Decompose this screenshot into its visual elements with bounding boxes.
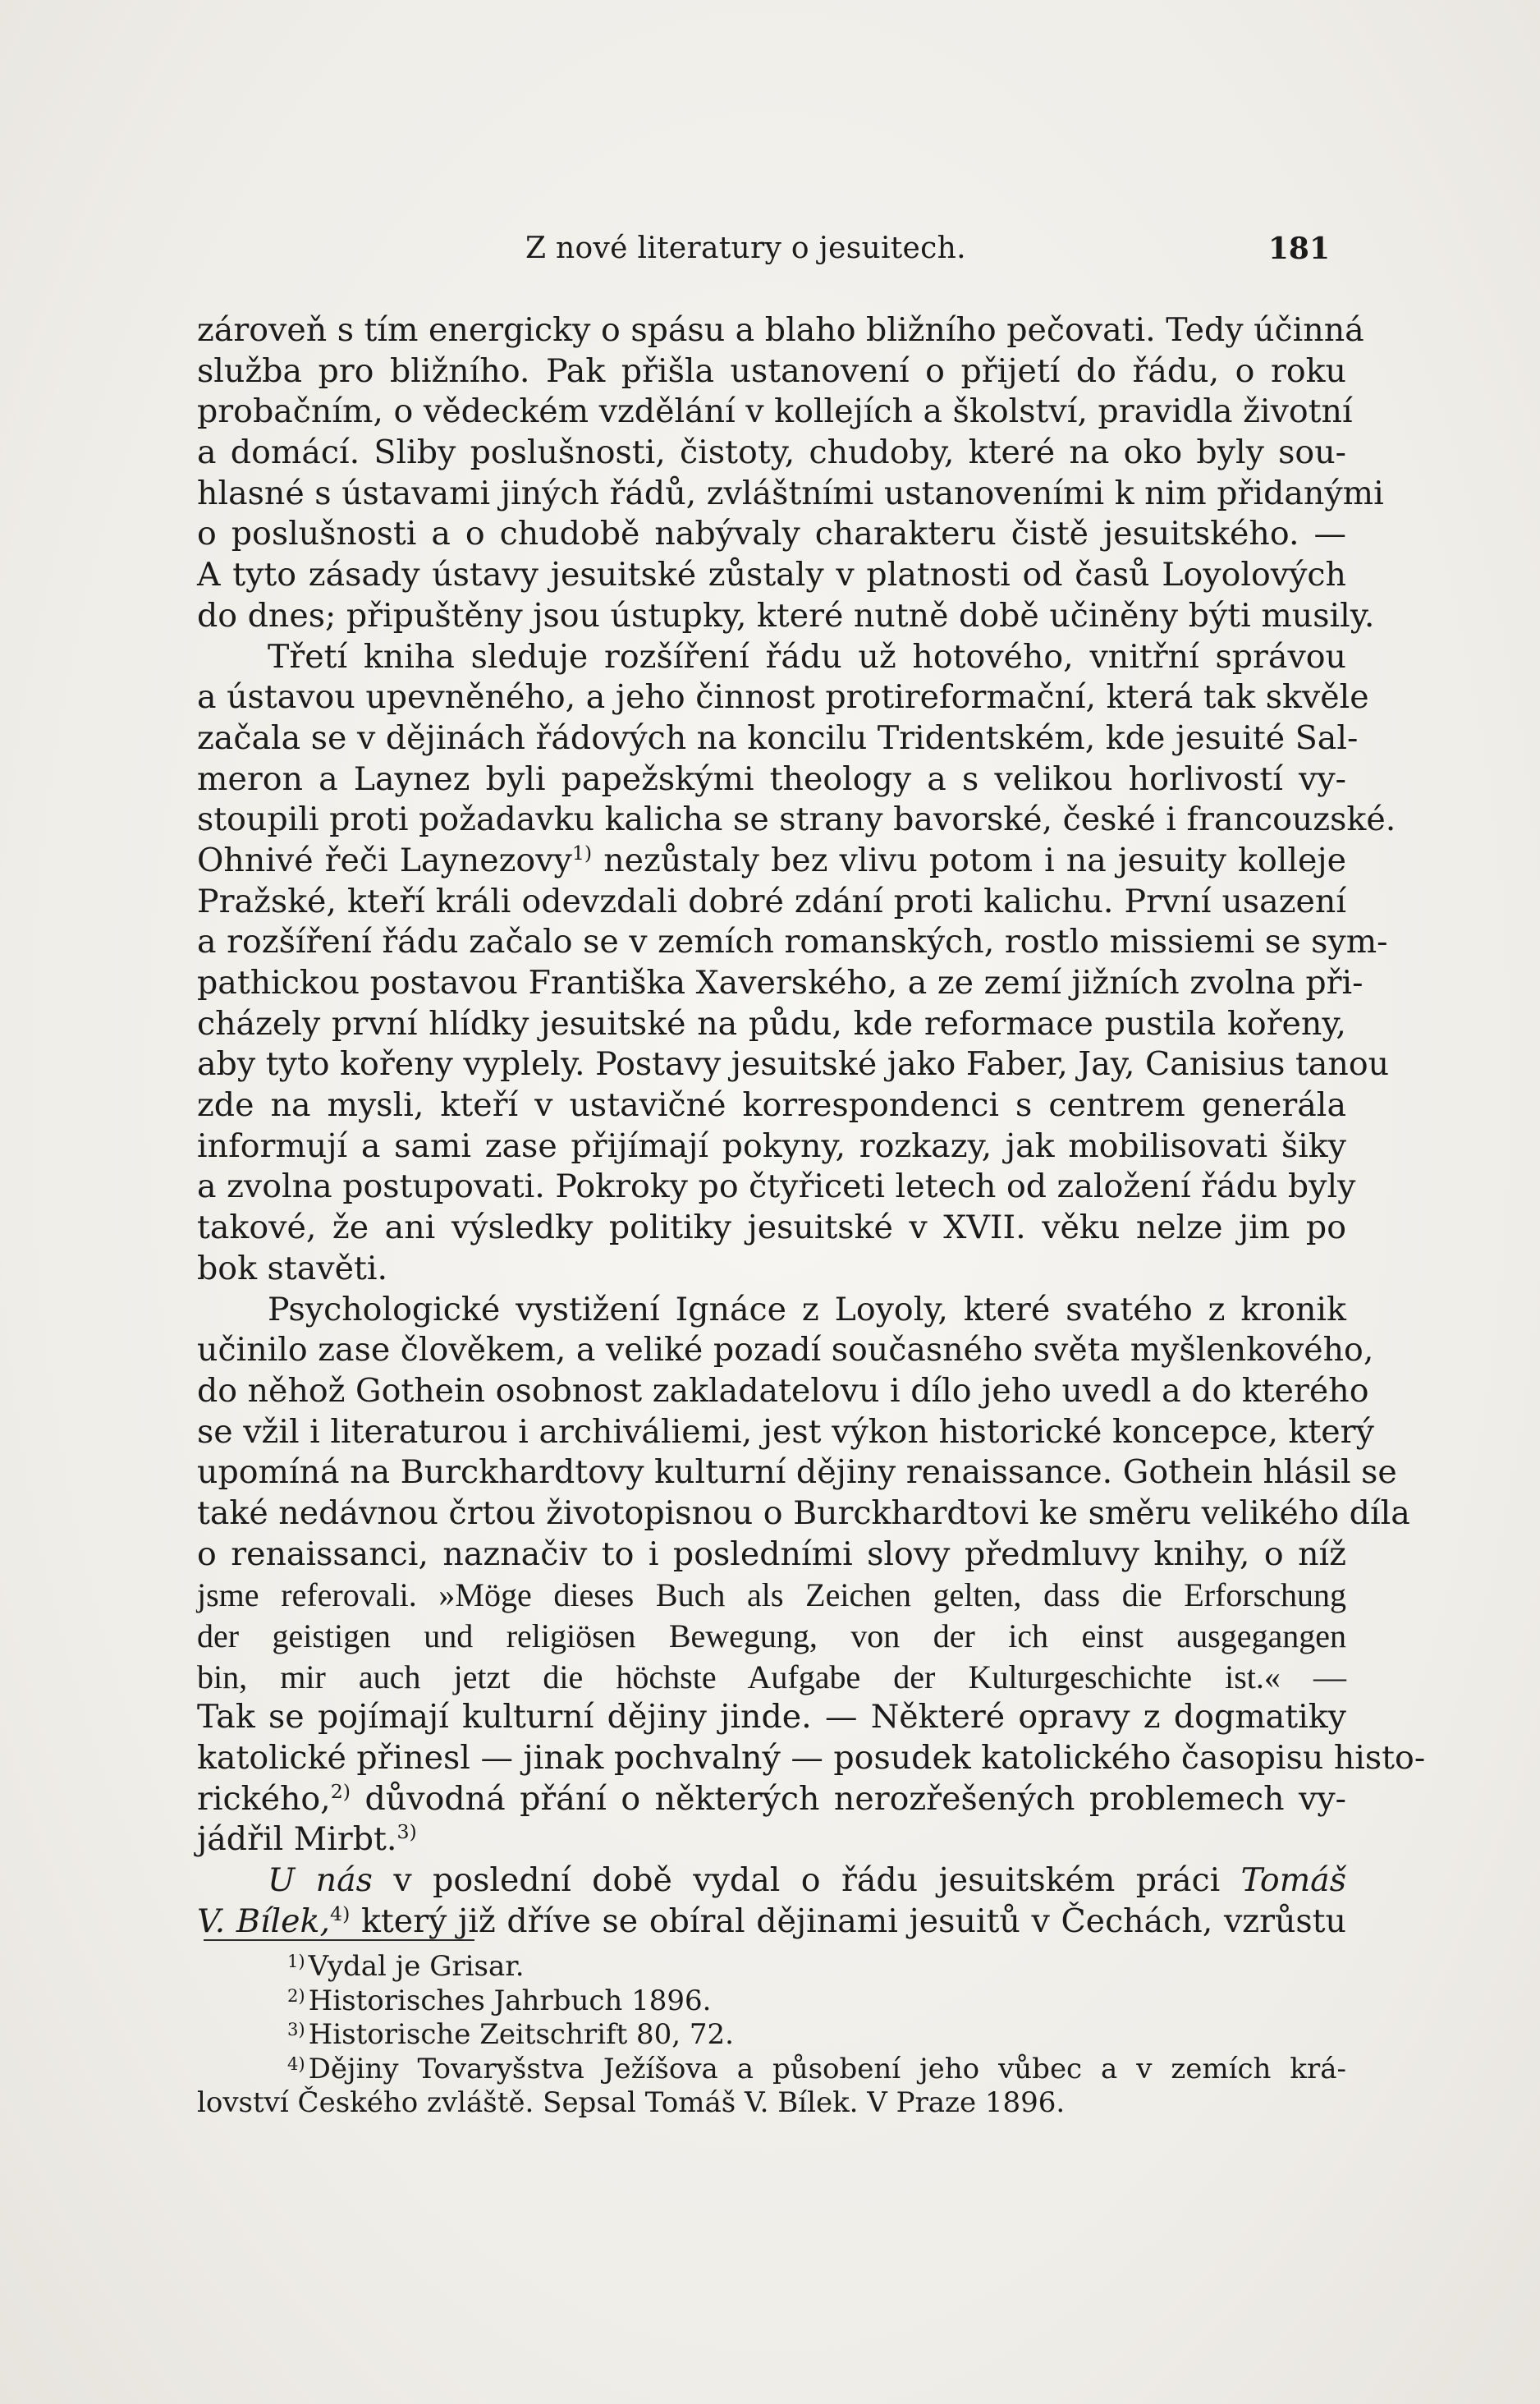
text-fragment: U nás: [268, 1861, 373, 1900]
text-fragment: V. Bílek,: [197, 1902, 330, 1940]
text-fragment: který již dříve se obíral dějinami jesuitů v Čechách, vzrůstu: [350, 1902, 1346, 1940]
text-line: der geistigen und religiösen Bewegung, von der ich einst ausgegangen: [197, 1617, 1346, 1654]
text-line: o renaissanci, naznačiv to i posledními slovy předmluvy knihy, o níž: [197, 1535, 1346, 1573]
footnote-mark: 4): [287, 2053, 305, 2074]
text-line: do něhož Gothein osobnost zakladatelovu i dílo jeho uvedl a do kterého: [197, 1371, 1369, 1410]
footnote-2: [197, 1984, 1346, 2019]
footnote-ref-1: 1): [571, 841, 593, 865]
footnote-mark: 1): [287, 1951, 305, 1971]
text-line: Psychologické vystižení Ignáce z Loyoly, které svatého z kronik: [268, 1290, 1346, 1328]
page-number: 181: [1267, 232, 1330, 266]
footnote-ref-2: 2): [330, 1779, 351, 1803]
text-line: jsme referovali. »Möge dieses Buch als Zeichen gelten, dass die Erforschung: [197, 1576, 1346, 1614]
text-line: [197, 1860, 1346, 1902]
footnote-text: Dějiny Tovaryšstva Ježíšova a působení jeho vůbec a v zemích krá-: [308, 2052, 1346, 2085]
text-line: aby tyto kořeny vyplely. Postavy jesuitské jako Faber, Jay, Canisius tanou: [197, 1045, 1390, 1084]
text-line: o poslušnosti a o chudobě nabývaly charakteru čistě jesuitského. —: [197, 515, 1346, 553]
footnote-ref-4: 4): [330, 1902, 351, 1925]
text-fragment: Ohnivé řeči Laynezovy: [197, 841, 572, 879]
text-line: a zvolna postupovati. Pokroky po čtyřiceti letech od založení řádu byly: [197, 1168, 1356, 1206]
text-line: upomíná na Burckhardtovy kulturní dějiny renaissance. Gothein hlásil se: [197, 1453, 1397, 1492]
text-line: a domácí. Sliby poslušnosti, čistoty, chudoby, které na oko byly sou-: [197, 434, 1346, 472]
text-line: [197, 1902, 1346, 1943]
text-line: [197, 1819, 1346, 1860]
footnote-divider: [204, 1939, 474, 1941]
text-fragment: rického,: [197, 1779, 331, 1818]
text-line: Třetí kniha sleduje rozšíření řádu už hotového, vnitřní správou: [268, 637, 1346, 676]
text-fragment: jádřil Mirbt.: [197, 1820, 397, 1859]
footnote-text: Historisches Jahrbuch 1896.: [308, 1984, 712, 2017]
text-line: hlasné s ústavami jiných řádů, zvláštními ustanoveními k nim přidanými: [197, 474, 1384, 512]
text-line: do dnes; připuštěny jsou ústupky, které nutně době učiněny býti musily.: [197, 596, 1375, 635]
text-fragment: v poslední době vydal o řádu jesuitském práci: [372, 1861, 1241, 1900]
text-fragment: důvodná přání o některých nerozřešených problemech vy-: [351, 1779, 1346, 1818]
text-line: A tyto zásady ústavy jesuitské zůstaly v platnosti od časů Loyolových: [197, 556, 1346, 594]
text-line: takové, že ani výsledky politiky jesuitské v XVII. věku nelze jim po: [197, 1209, 1346, 1247]
text-line: Tak se pojímají kulturní dějiny jinde. — Některé opravy z dogmatiky: [197, 1698, 1346, 1736]
running-title: Z nové literatury o jesuitech.: [525, 232, 966, 265]
text-line: a ústavou upevněného, a jeho činnost protireformační, která tak skvěle: [197, 678, 1369, 717]
text-line: učinilo zase člověkem, a veliké pozadí současného světa myšlenkového,: [197, 1331, 1374, 1369]
text-line: bok stavěti.: [197, 1249, 388, 1287]
footnote-mark: 2): [287, 1984, 305, 2006]
text-line: [197, 1779, 1346, 1820]
text-line: Pražské, kteří králi odevzdali dobré zdání proti kalichu. První usazení: [197, 882, 1346, 920]
text-line: pathickou postavou Františka Xaverského, a ze zemí jižních zvolna při-: [197, 964, 1364, 1002]
text-line: meron a Laynez byli papežskými theology a s velikou horlivostí vy-: [197, 759, 1346, 798]
text-line: se vžil i literaturou i archiváliemi, jest výkon historické koncepce, který: [197, 1412, 1374, 1451]
text-line: zde na mysli, kteří v ustavičné korrespondenci s centrem generála: [197, 1086, 1346, 1125]
text-line: také nedávnou črtou životopisnou o Burckhardtovi ke směru velikého díla: [197, 1493, 1410, 1532]
text-line: katolické přinesl — jinak pochvalný — posudek katolického časopisu histo-: [197, 1739, 1426, 1778]
footnote-mark: 3): [287, 2019, 305, 2039]
text-fragment: nezůstaly bez vlivu potom i na jesuity kolleje: [592, 841, 1346, 879]
text-line: cházely první hlídky jesuitské na půdu, kde reformace pustila kořeny,: [197, 1004, 1346, 1043]
footnote-text: Historische Zeitschrift 80, 72.: [308, 2018, 734, 2051]
text-line: informují a sami zase přijímají pokyny, rozkazy, jak mobilisovati šiky: [197, 1126, 1346, 1165]
footnote-text: lovství Českého zvláště. Sepsal Tomáš V. Bílek. V Praze 1896.: [197, 2086, 1066, 2119]
footnote-4-continued: [197, 2086, 1346, 2121]
text-line: služba pro bližního. Pak přišla ustanovení o přijetí do řádu, o roku: [197, 351, 1346, 390]
body-text: [197, 310, 1426, 1943]
page-header: [197, 232, 1346, 281]
text-line: a rozšíření řádu začalo se v zemích romanských, rostlo missiemi se sym-: [197, 923, 1388, 961]
footnote-1: [197, 1950, 1346, 1984]
footnote-ref-3: 3): [396, 1820, 417, 1844]
text-line: bin, mir auch jetzt die höchste Aufgabe der Kulturgeschichte ist.« —: [197, 1658, 1346, 1695]
text-line: začala se v dějinách řádových na koncilu Tridentském, kde jesuité Sal-: [197, 718, 1359, 757]
text-line: zároveň s tím energicky o spásu a blaho bližního pečovati. Tedy účinná: [197, 311, 1364, 349]
footnotes: [197, 1950, 1346, 2121]
footnote-text: Vydal je Grisar.: [308, 1950, 525, 1983]
footnote-4: [197, 2053, 1346, 2087]
text-line: [197, 841, 1346, 882]
text-line: stoupili proti požadavku kalicha se strany bavorské, české i francouzské.: [197, 801, 1396, 839]
footnote-3: [197, 2018, 1346, 2053]
text-line: probačním, o vědeckém vzdělání v kollejích a školství, pravidla životní: [197, 392, 1353, 431]
text-fragment: Tomáš: [1240, 1861, 1346, 1900]
